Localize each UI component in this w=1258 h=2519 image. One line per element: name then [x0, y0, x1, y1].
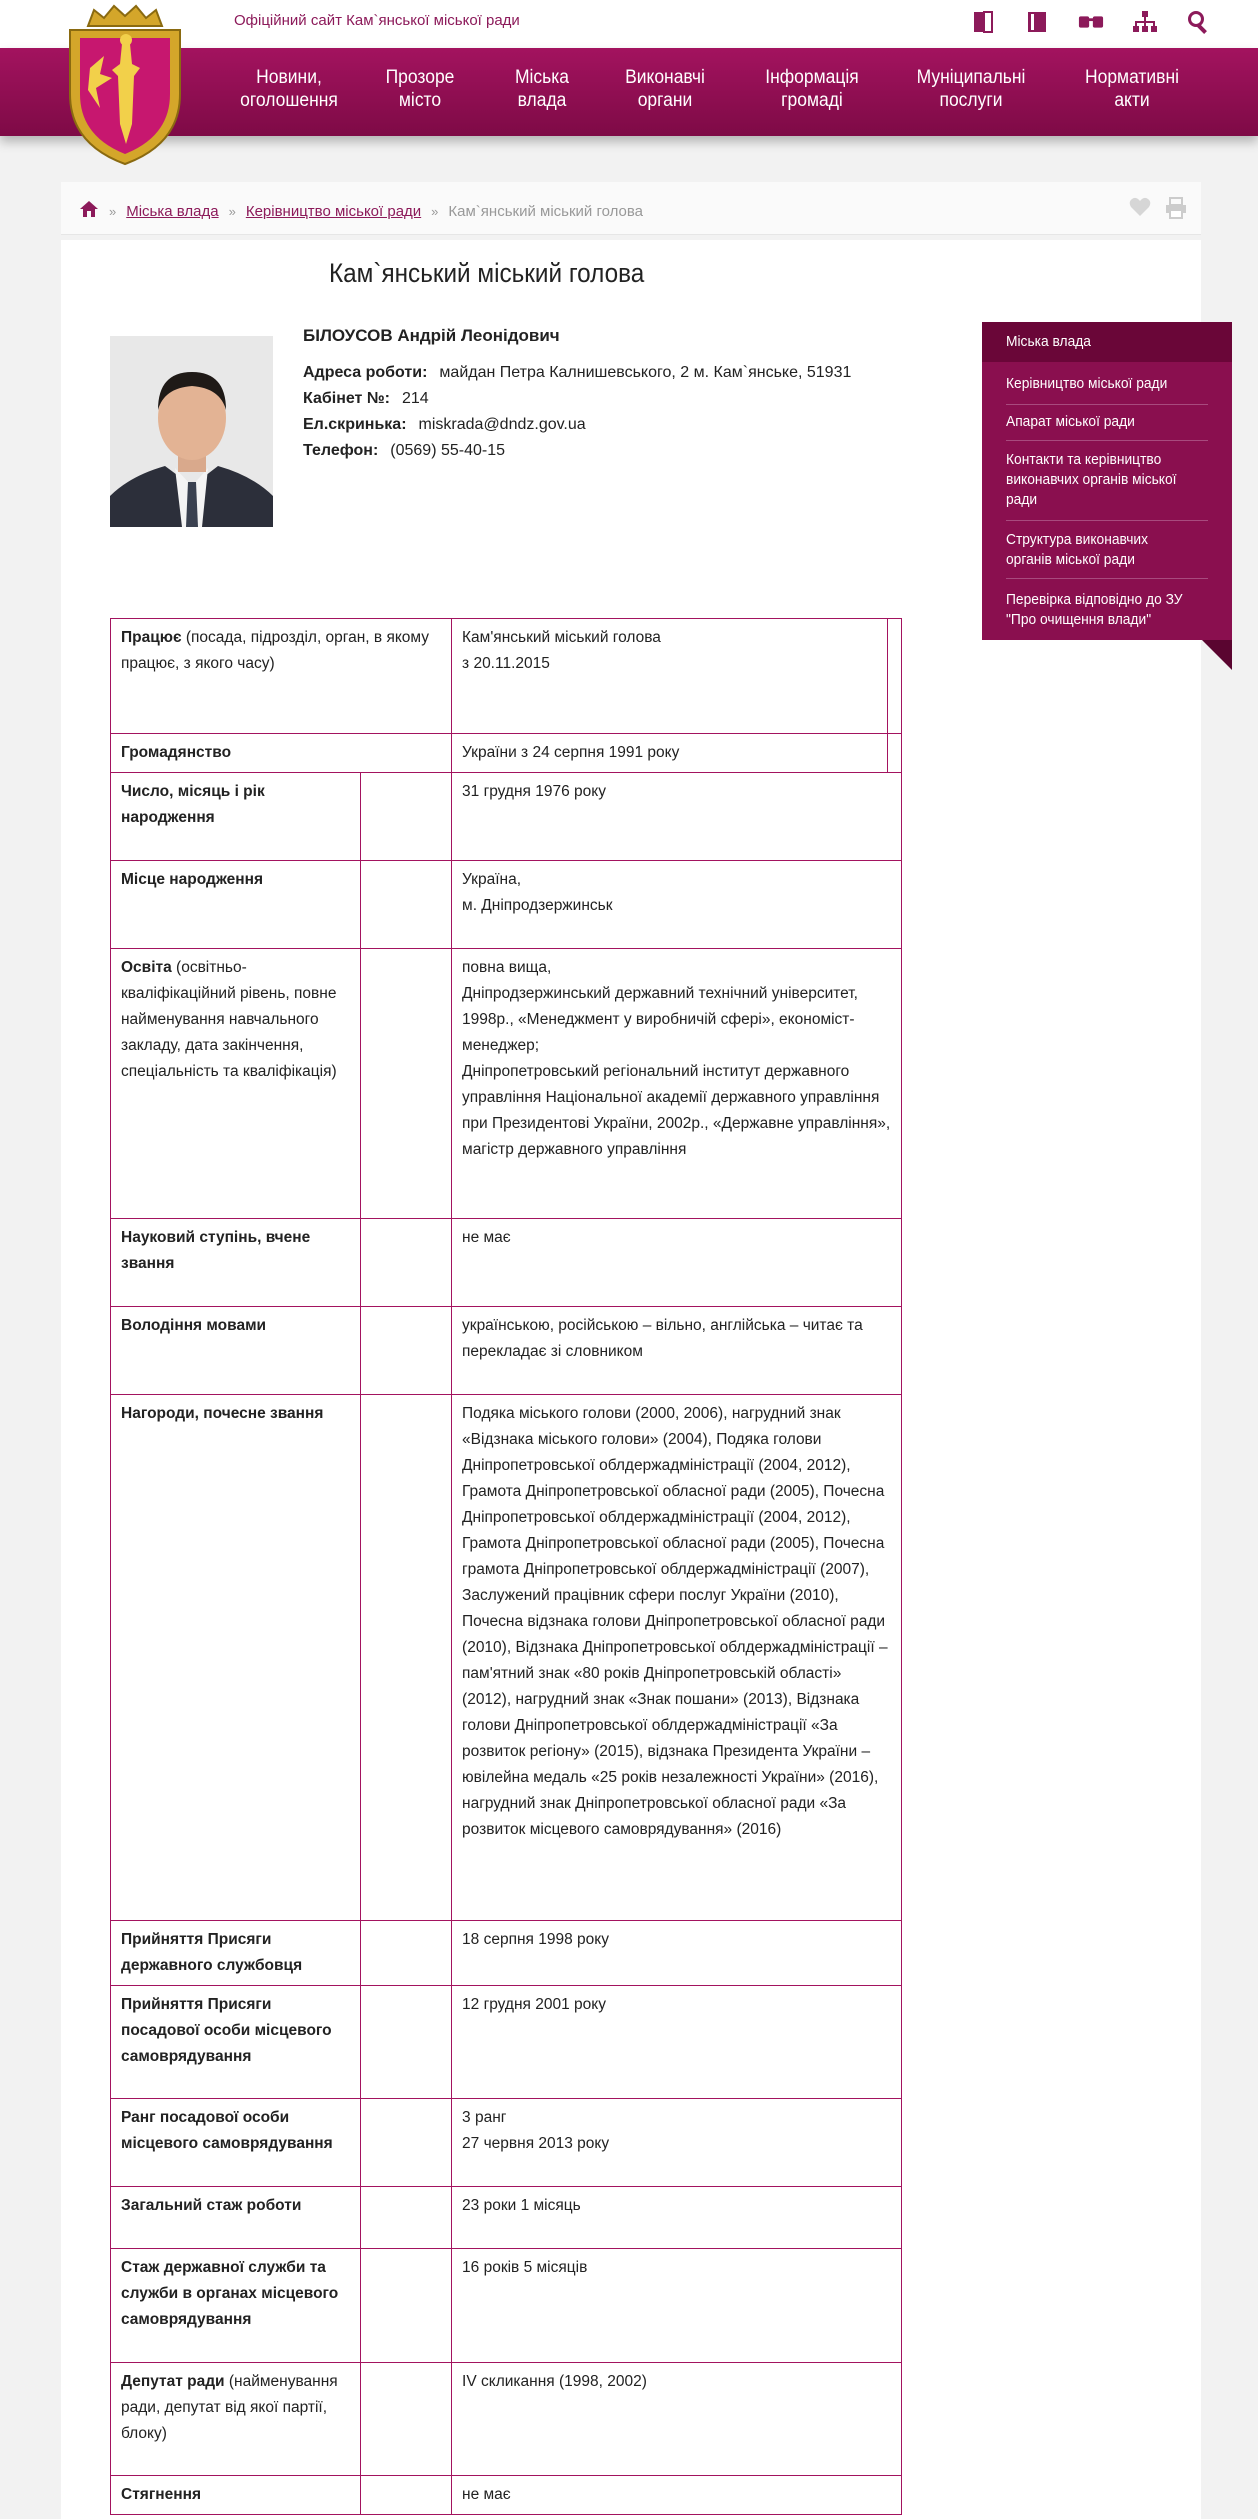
- work-address-value: майдан Петра Калнишевського, 2 м. Кам`янське, 51931: [439, 364, 852, 381]
- nav-community-info-label: Інформація громаді: [765, 67, 859, 111]
- sidebar-item-structure[interactable]: Структура виконавчих органів міської ради: [1006, 531, 1149, 568]
- email-row: [303, 416, 586, 434]
- table-cell-value: IV скликання (1998, 2002): [452, 2363, 902, 2476]
- search-icon[interactable]: [1186, 8, 1212, 36]
- sidebar-item-city-government[interactable]: Міська влада: [1006, 333, 1091, 350]
- sidebar-item-council-apparatus[interactable]: Апарат міської ради: [1006, 413, 1135, 430]
- row-label-local-oath: Прийняття Присяги посадової особи місцевого самоврядування: [121, 1996, 332, 2065]
- nav-transparent-city-label: Прозоре місто: [385, 67, 455, 111]
- sidebar-menu: [982, 322, 1232, 640]
- table-cell-value: Кам'янський міський голова з 20.11.2015: [452, 619, 888, 734]
- nav-regulations-label: Нормативні акти: [1084, 67, 1180, 111]
- table-cell-empty: [361, 2249, 452, 2363]
- office-value: 214: [401, 390, 429, 407]
- table-cell-label: [111, 773, 361, 861]
- table-cell-empty: [361, 773, 452, 861]
- row-label-council-deputy: Депутат ради: [121, 2373, 225, 2390]
- table-row: [111, 1219, 902, 1307]
- table-cell-empty: [361, 2363, 452, 2476]
- home-icon[interactable]: [79, 200, 99, 222]
- email-value[interactable]: miskrada@dndz.gov.ua: [418, 416, 586, 433]
- nav-executive-bodies-label: Виконавчі органи: [625, 67, 705, 111]
- table-cell-label: [111, 1921, 361, 1986]
- table-cell-empty: [361, 861, 452, 949]
- table-cell-value: 23 роки 1 місяць: [452, 2187, 902, 2249]
- row-label-service-experience: Стаж державної служби та служби в органах місцевого самоврядування: [121, 2259, 339, 2328]
- breadcrumb-separator: »: [109, 203, 117, 219]
- breadcrumb-bar: [61, 182, 1201, 235]
- table-cell-value: 18 серпня 1998 року: [452, 1921, 902, 1986]
- official-photo: [110, 336, 273, 527]
- row-label-civil-oath: Прийняття Присяги державного службовця: [121, 1931, 303, 1974]
- table-cell-label: [111, 2099, 361, 2187]
- nav-executive-bodies[interactable]: [616, 66, 714, 112]
- table-cell-label: [111, 1395, 361, 1921]
- table-row: [111, 2249, 902, 2363]
- breadcrumb: [79, 200, 643, 222]
- awards-text: Дніпропетровської облдержадміністрації (2004, 2012), Грамота Дніпропетровської обласної ради (2005), Почесна грамота Дніпропетровської облдержадміністрації (2007), Заслужений працівник сфери послуг України (2010), Почесна відзнака голови Дніпропетровської обласної ради (2010), Відзнака Дніпропетровської облдержадміністрації – пам'ятний знак «80 років Дніпропетровській області» (2012), нагрудний знак «Знак пошани» (2013), Відзнака голови Дніпропетровської облдержадміністрації «За розвиток регіону» (2015), відзнака Президента України – ювілейна медаль «25 років незалежності України» (2016), нагрудний знак Дніпропетровської обласної ради «За розвиток місцевого самоврядування» (2016): [462, 1509, 888, 1838]
- sidebar-divider: [1006, 404, 1208, 405]
- nav-transparent-city[interactable]: [376, 66, 464, 112]
- row-label-rank: Ранг посадової особи місцевого самоврядування: [121, 2109, 333, 2152]
- row-note-council-deputy: (найменування ради, депутат від якої партії, блоку): [121, 2373, 338, 2442]
- sidebar-item-council-leadership[interactable]: Керівництво міської ради: [1006, 375, 1168, 392]
- table-cell-label: [111, 949, 361, 1219]
- table-cell-empty: [887, 619, 901, 734]
- row-label-total-experience: Загальний стаж роботи: [121, 2197, 302, 2214]
- phone-row: [303, 442, 505, 460]
- table-cell-label: [111, 619, 452, 734]
- table-row: [111, 734, 902, 773]
- table-cell-empty: [361, 1921, 452, 1986]
- table-cell-label: [111, 1307, 361, 1395]
- row-note-works: (посада, підрозділ, орган, в якому працює, з якого часу): [121, 629, 429, 672]
- table-cell-empty: [361, 2099, 452, 2187]
- phone-label: Телефон:: [303, 442, 379, 459]
- table-row: [111, 949, 902, 1219]
- table-cell-label: [111, 1219, 361, 1307]
- glasses-icon[interactable]: [1078, 8, 1104, 36]
- print-icon[interactable]: [1165, 197, 1187, 224]
- nav-municipal-services-label: Муніципальні послуги: [916, 67, 1026, 111]
- nav-news[interactable]: [231, 66, 347, 112]
- table-cell-empty: [361, 2476, 452, 2515]
- breadcrumb-current: Кам`янський міський голова: [448, 202, 644, 220]
- table-cell-value: Україна, м. Дніпродзержинськ: [452, 861, 902, 949]
- breadcrumb-city-government[interactable]: Міська влада: [126, 202, 219, 220]
- sidebar-ribbon-fold: [1202, 640, 1232, 670]
- table-cell-empty: [361, 1395, 452, 1921]
- table-cell-label: [111, 2476, 361, 2515]
- row-label-works: Працює: [121, 629, 182, 646]
- site-title[interactable]: Офіційний сайт Кам`янської міської ради: [234, 12, 520, 29]
- work-address-label: Адреса роботи:: [303, 364, 428, 381]
- nav-news-label: Новини, оголошення: [240, 67, 338, 111]
- nav-municipal-services[interactable]: [909, 66, 1032, 112]
- nav-regulations[interactable]: [1075, 66, 1189, 112]
- table-row: [111, 861, 902, 949]
- page-title: Кам`янський міський голова: [329, 258, 645, 288]
- phone-value: (0569) 55-40-15: [390, 442, 506, 459]
- row-label-languages: Володіння мовами: [121, 1317, 267, 1334]
- office-label: Кабінет №:: [303, 390, 390, 407]
- table-cell-value: України з 24 серпня 1991 року: [452, 734, 888, 773]
- breadcrumb-separator: »: [431, 203, 439, 219]
- sidebar-item-contacts[interactable]: Контакти та керівництво виконавчих органів міської ради: [1006, 451, 1177, 508]
- sidebar-item-lustration-check[interactable]: Перевірка відповідно до ЗУ "Про очищення влади": [1006, 591, 1183, 628]
- table-cell-label: [111, 2249, 361, 2363]
- table-cell-label: [111, 2187, 361, 2249]
- sidebar-divider: [1006, 520, 1208, 521]
- office-row: [303, 390, 429, 408]
- table-row: [111, 2363, 902, 2476]
- row-label-birth-place: Місце народження: [121, 871, 264, 888]
- table-cell-label: [111, 734, 452, 773]
- table-row: [111, 773, 902, 861]
- table-row: [111, 1921, 902, 1986]
- row-label-education: Освіта: [121, 959, 172, 976]
- row-note-education: (освітньо-кваліфікаційний рівень, повне найменування навчального закладу, дата закінчення, спеціальність та кваліфікація): [121, 959, 337, 1080]
- work-address-row: [303, 364, 851, 382]
- sitemap-icon[interactable]: [1132, 8, 1158, 36]
- table-row: [111, 1307, 902, 1395]
- row-label-citizenship: Громадянство: [121, 744, 232, 761]
- table-cell-empty: [361, 1219, 452, 1307]
- table-cell-value: українською, російською – вільно, англійська – читає та перекладає зі словником: [452, 1307, 902, 1395]
- table-cell-value: [452, 1395, 902, 1921]
- table-row: [111, 2187, 902, 2249]
- breadcrumb-separator: »: [228, 203, 236, 219]
- table-row: [111, 2099, 902, 2187]
- table-cell-empty: [361, 1986, 452, 2099]
- table-cell-value: повна вища, Дніпродзержинський державний технічний університет, 1998р., «Менеджмент у виробничій сфері», економіст-менеджер; Дніпропетровський регіональний інститут державного управління Національної академії державного управління при Президентові України, 2002р., «Державне управління», магістр державного управління: [452, 949, 902, 1219]
- sidebar-divider: [1006, 578, 1208, 579]
- row-label-birth-date: Число, місяць і рік народження: [121, 783, 265, 826]
- table-cell-empty: [361, 2187, 452, 2249]
- heart-icon[interactable]: [1129, 197, 1151, 224]
- table-row: [111, 1986, 902, 2099]
- table-cell-value: 3 ранг 27 червня 2013 року: [452, 2099, 902, 2187]
- table-cell-label: [111, 1986, 361, 2099]
- table-cell-empty: [887, 734, 901, 773]
- nav-city-government-label: Міська влада: [514, 67, 570, 111]
- coat-of-arms-logo[interactable]: [60, 4, 190, 168]
- table-cell-label: [111, 861, 361, 949]
- table-cell-empty: [361, 949, 452, 1219]
- biography-table: [110, 618, 902, 2515]
- row-label-degree: Науковий ступінь, вчене звання: [121, 1229, 311, 1272]
- nav-city-government[interactable]: [503, 66, 580, 112]
- email-label: Ел.скринька:: [303, 416, 407, 433]
- book-icon[interactable]: [1024, 8, 1050, 36]
- table-cell-value: не має: [452, 1219, 902, 1307]
- awards-text-top: Подяка міського голови (2000, 2006), нагрудний знак «Відзнака міського голови» (2004), Подяка голови Дніпропетровської облдержадміністрації (2004, 2012), Грамота Дніпропетровської обласної ради (2005), Почесна: [462, 1405, 885, 1500]
- table-cell-value: 31 грудня 1976 року: [452, 773, 902, 861]
- page-actions: [1129, 197, 1187, 224]
- person-name: БІЛОУСОВ Андрій Леонідович: [303, 326, 560, 345]
- sidebar-divider: [1006, 440, 1208, 441]
- table-cell-value: 16 років 5 місяців: [452, 2249, 902, 2363]
- table-cell-value: не має: [452, 2476, 902, 2515]
- top-icons: [970, 8, 1212, 36]
- book-open-icon[interactable]: [970, 8, 996, 36]
- row-label-awards: Нагороди, почесне звання: [121, 1405, 324, 1422]
- row-label-penalties: Стягнення: [121, 2486, 202, 2503]
- table-cell-empty: [361, 1307, 452, 1395]
- breadcrumb-council-leadership[interactable]: Керівництво міської ради: [245, 202, 422, 220]
- table-row: [111, 2476, 902, 2515]
- table-cell-label: [111, 2363, 361, 2476]
- nav-community-info[interactable]: [757, 66, 867, 112]
- table-cell-value: 12 грудня 2001 року: [452, 1986, 902, 2099]
- table-row: [111, 1395, 902, 1921]
- table-row: [111, 619, 902, 734]
